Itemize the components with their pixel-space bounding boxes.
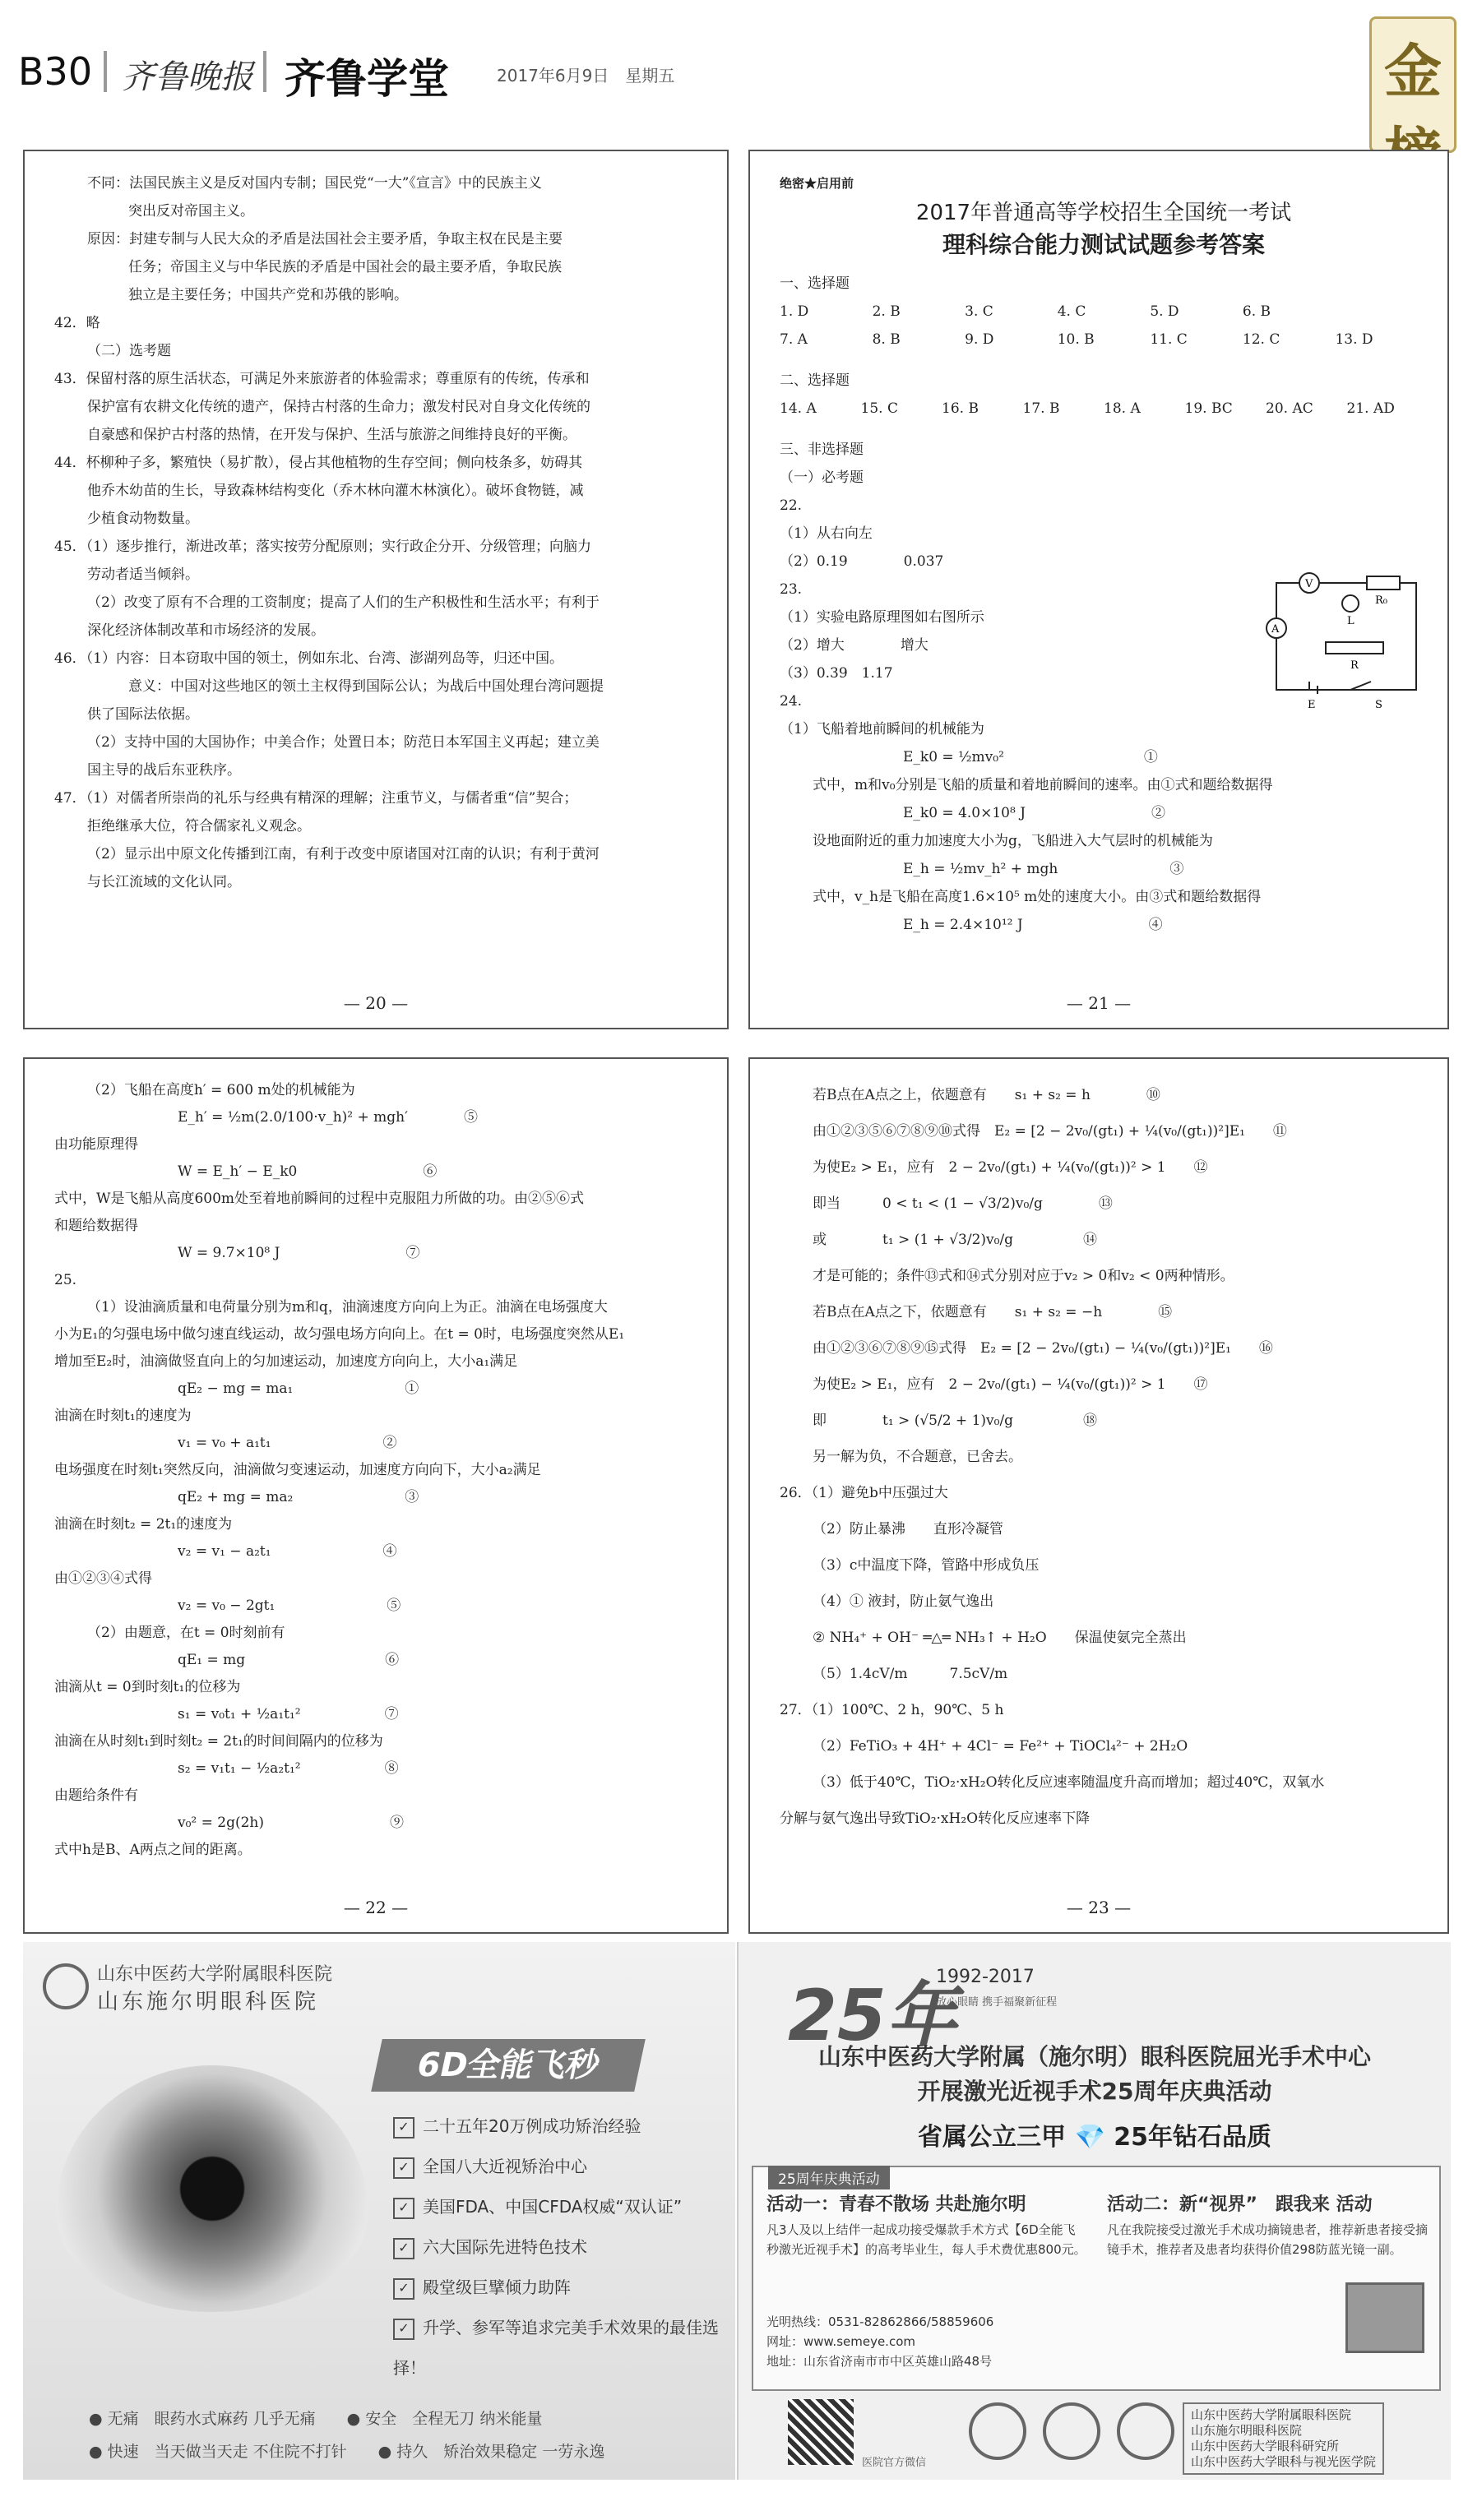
text-line: E_h′ = ½m(2.0/100·v_h)² + mgh′ ⑤ [178,1109,478,1126]
text-line: 24. [780,693,803,710]
checkbox-icon: ✓ [393,2117,414,2139]
issue-date: 2017年6月9日 星期五 [497,66,675,86]
text-line: 即 t₁ > (√5/2 + 1)v₀/g ⑱ [813,1413,1098,1429]
page-number: — 23 — [1066,1898,1132,1917]
feature-list [393,2106,735,2388]
activity-one: 活动一：青春不散场 共赴施尔明 凡3人及以上结伴一起成功接受爆款手术方式【6D全能飞秒激光近视手术】的高考毕业生，每人手术费优惠800元。 [766,2194,1086,2257]
text-line: 23. [780,581,803,598]
text-line: 国主导的战后东亚秩序。 [87,762,241,779]
checkbox-icon: ✓ [393,2157,414,2179]
hospital-logo-icon [43,1963,89,2009]
text-line: 意义：中国对这些地区的领土主权得到国际公认；为战后中国处理台湾问题提 [128,678,604,695]
ad-quality-line: 省属公立三甲 💎 25年钻石品质 [918,2123,1271,2152]
checkbox-icon: ✓ [393,2278,414,2300]
text-line: 劳动者适当倾斜。 [87,566,199,583]
circuit-diagram [1260,566,1433,714]
text-line: qE₁ = mg ⑥ [178,1652,400,1668]
text-line: v₁ = v₀ + a₁t₁ ② [178,1435,397,1451]
qr-caption: 医院官方微信 [862,2457,927,2469]
text-line: 突出反对帝国主义。 [128,203,254,220]
answer-cell: 7. A [780,331,808,348]
section-title: 齐鲁学堂 [285,55,449,103]
text-line: 才是可能的；条件⑬式和⑭式分别对应于v₂ > 0和v₂ < 0两种情形。 [813,1268,1234,1284]
circuit-label-r: R [1350,659,1359,672]
answer-cell: 15. C [860,400,898,417]
text-line: 为使E₂ > E₁，应有 2 − 2v₀/(gt₁) − ¼(v₀/(gt₁))² > 1 ⑰ [813,1376,1208,1393]
text-line: 45．（1）逐步推行，渐进改革；落实按劳分配原则；实行政企分开、分级管理；向脑力 [54,539,591,555]
text-line: qE₂ + mg = ma₂ ③ [178,1489,419,1505]
circuit-label-l: L [1347,615,1355,627]
text-line: 不同：法国民族主义是反对国内专制；国民党“一大”《宣言》中的民族主义 [87,175,542,192]
text-line: 为使E₂ > E₁，应有 2 − 2v₀/(gt₁) + ¼(v₀/(gt₁))² > 1 ⑫ [813,1159,1208,1176]
text-line: （2）显示出中原文化传播到江南，有利于改变中原诸国对江南的认识；有利于黄河 [87,846,600,862]
text-line: （4）① 液封，防止氨气逸出 [813,1593,994,1610]
gift-box-icon [1345,2282,1424,2353]
feature-item: ✓ 美国FDA、中国CFDA权威“双认证” [393,2187,735,2227]
answer-cell: 10. B [1057,331,1095,348]
text-line: （2）FeTiO₃ + 4H⁺ + 4Cl⁻ = Fe²⁺ + TiOCl₄²⁻ + 2H₂O [813,1738,1188,1755]
header-divider [104,51,107,92]
anniversary-years: 1992-2017 [936,1967,1035,1987]
text-line: （3）0.39 1.17 [780,665,893,682]
feature-item: ✓ 殿堂级巨擘倾力助阵 [393,2268,735,2308]
text-line: 44．杯柳种子多，繁殖快（易扩散），侵占其他植物的生存空间；侧向枝条多，妨碍其 [54,455,583,471]
text-line: 由功能原理得 [54,1136,138,1153]
text-line: E_h = 2.4×10¹² J ④ [903,917,1163,933]
activity-tag: 25周年庆典活动 [768,2166,890,2189]
answer-cell: 20. AC [1266,400,1313,417]
answer-cell [1335,298,1428,326]
text-line: （1）从右向左 [780,525,873,542]
text-line: 43．保留村落的原生活状态，可满足外来旅游者的体验需求；尊重原有的传统，传承和 [54,371,590,387]
text-line: v₂ = v₁ − a₂t₁ ④ [178,1543,397,1560]
text-line: 独立是主要任务；中国共产党和苏俄的影响。 [128,287,408,303]
page-code: B30 [18,49,93,94]
text-line: 或 t₁ > (1 + √3/2)v₀/g ⑭ [813,1232,1098,1248]
text-line: 增加至E₂时，油滴做竖直向上的匀加速运动，加速度方向向上，大小a₁满足 [54,1353,518,1370]
text-line: （3）低于40℃，TiO₂·xH₂O转化反应速率随温度升高而增加；超过40℃，双氧水 [813,1774,1325,1791]
text-line: qE₂ − mg = ma₁ ① [178,1380,419,1397]
text-line: 式中h是B、A两点之间的距离。 [54,1842,252,1858]
text-line: v₂ = v₀ − 2gt₁ ⑤ [178,1598,401,1614]
answer-cell: 19. BC [1184,400,1233,417]
section-heading: 二、选择题 [780,372,850,389]
institution-list [1183,2402,1384,2475]
activity-two: 活动二：新“视界” 跟我来 活动 凡在我院接受过激光手术成功摘镜患者，推荐新患者接受摘镜手术，推荐者及患者均获得价值298防蓝光镜一副。 [1107,2194,1429,2257]
answer-cell: 1. D [780,303,809,320]
text-line: 47．（1）对儒者所崇尚的礼乐与经典有精深的理解；注重节义，与儒者重“信”契合； [54,790,578,807]
text-line: 分解与氨气逸出导致TiO₂·xH₂O转化反应速率下降 [780,1810,1091,1827]
text-line: 25. [54,1272,77,1288]
feature-item: ✓ 升学、参军等追求完美手术效果的最佳选择！ [393,2318,719,2378]
answer-cell: 21. AD [1346,400,1395,417]
qr-code [788,2399,854,2465]
answer-cell: 14. A [780,400,817,417]
benefits-list: ● 无痛 眼药水式麻药 几乎无痛 ● 安全 全程无刀 纳米能量 ● 快速 当天做当天走 不住院不打针 ● 持久 矫治效果稳定 一劳永逸 [89,2410,605,2461]
text-line: （1）飞船着地前瞬间的机械能为 [780,721,984,738]
text-line: 与长江流域的文化认同。 [87,874,241,890]
answer-cell: 16. B [942,400,979,417]
lasik-advertisement [23,1942,735,2480]
header-divider [263,51,266,92]
answer-cell: 12. C [1242,331,1280,348]
text-line: 少植食动物数量。 [87,511,199,527]
exam-subtitle: 理科综合能力测试试题参考答案 [942,231,1265,258]
answer-row [780,326,1428,354]
ad-headline: 6D全能飞秒 [371,2039,646,2092]
gaokao-stamp-logo: 金 [1369,16,1456,153]
answer-cell: 9. D [965,331,994,348]
text-line: 供了国际法依据。 [87,706,199,723]
text-line: （2）由题意，在t = 0时刻前有 [87,1625,285,1641]
answer-row [780,298,1428,326]
newspaper-brand: 齐鲁晚报 [122,58,253,96]
answer-page-20 [23,150,729,1029]
answer-cell: 13. D [1335,331,1373,348]
answer-cell: 8. B [872,331,901,348]
seal-icon [1117,2402,1174,2460]
seal-icon [1043,2402,1100,2460]
confidential-tag: 绝密★启用前 [780,176,854,191]
circuit-label-r0: R₀ [1375,594,1387,607]
checkbox-icon: ✓ [393,2198,414,2219]
checkbox-icon: ✓ [393,2319,414,2340]
text-line: 27．（1）100℃、2 h，90℃、5 h [780,1702,1004,1718]
circuit-label-s: S [1375,699,1382,711]
text-line: 小为E₁的匀强电场中做匀速直线运动，故匀强电场方向向上。在t = 0时，电场强度突然从E₁ [54,1326,625,1343]
feature-item: ✓ 六大国际先进特色技术 [393,2227,735,2268]
text-line: 他乔木幼苗的生长，导致森林结构变化（乔木林向灌木林演化）。破坏食物链，减 [87,483,584,499]
section-heading: （一）必考题 [780,469,864,486]
text-line: 和题给数据得 [54,1218,138,1234]
text-line: 油滴在时刻t₂ = 2t₁的速度为 [54,1516,233,1533]
institution-name: 山东中医药大学眼科与视光医学院 [1191,2454,1377,2469]
section-heading: 三、非选择题 [780,442,864,458]
text-line: ② NH₄⁺ + OH⁻ ═△═ NH₃↑ + H₂O 保温使氨完全蒸出 [813,1630,1187,1646]
text-line: 油滴在时刻t₁的速度为 [54,1408,192,1424]
exam-title: 2017年普通高等学校招生全国统一考试 [915,201,1292,225]
activity-box [752,2166,1441,2391]
text-line: （2）改变了原有不合理的工资制度；提高了人们的生产积极性和生活水平；有利于 [87,594,600,611]
circuit-label-a: A [1271,623,1280,636]
anniversary-slogan: 放心眼睛 携手福聚新征程 [936,1996,1058,2009]
text-line: E_k0 = ½mv₀² ① [903,749,1158,765]
feature-item: ✓ 全国八大近视矫治中心 [393,2147,735,2187]
text-line: 26．（1）避免b中压强过大 [780,1485,948,1501]
contact-info: 光明热线：0531-82862866/58859606 网址：www.semeye.com 地址：山东省济南市市中区英雄山路48号 [766,2314,994,2369]
text-line: s₁ = v₀t₁ + ½a₁t₁² ⑦ [178,1706,399,1722]
text-line: （5）1.4cV/m 7.5cV/m [813,1666,1008,1682]
text-line: 油滴从t = 0到时刻t₁的位移为 [54,1679,241,1695]
answer-cell: 18. A [1104,400,1141,417]
text-line: v₀² = 2g(2h) ⑨ [178,1815,405,1831]
answer-page-23 [748,1057,1449,1934]
text-line: 由①②③⑤⑥⑦⑧⑨⑩式得 E₂ = [2 − 2v₀/(gt₁) + ¼(v₀/(gt₁))²]E₁ ⑪ [813,1123,1287,1140]
text-line: （3）c中温度下降，管路中形成负压 [813,1557,1040,1574]
section-heading: 一、选择题 [780,275,850,292]
hospital-name-alt: 山东施尔明眼科医院 [97,1990,320,2014]
ad-subheading: 开展激光近视手术25周年庆典活动 [917,2078,1272,2105]
text-line: 电场强度在时刻t₁突然反向，油滴做匀变速运动，加速度方向向下，大小a₂满足 [54,1462,541,1478]
feature-item: ✓ 二十五年20万例成功矫治经验 [393,2106,735,2147]
text-line: E_h = ½mv_h² + mgh ③ [903,861,1184,877]
text-line: （1）设油滴质量和电荷量分别为m和q，油滴速度方向向上为正。油滴在电场强度大 [87,1299,608,1315]
answer-cell: 2. B [872,303,901,320]
text-line: 即当 0 < t₁ < (1 − √3/2)v₀/g ⑬ [813,1195,1113,1212]
text-line: 深化经济体制改革和市场经济的发展。 [87,622,325,639]
text-line: 油滴在从时刻t₁到时刻t₂ = 2t₁的时间间隔内的位移为 [54,1733,383,1750]
text-line: 46．（1）内容：日本窃取中国的领土，例如东北、台湾、澎湖列岛等，归还中国。 [54,650,563,667]
checkbox-icon: ✓ [393,2238,414,2259]
text-line: 自豪感和保护古村落的热情，在开发与保护、生活与旅游之间维持良好的平衡。 [87,427,577,443]
institution-name: 山东中医药大学附属眼科医院 [1191,2407,1352,2422]
text-line: 任务；帝国主义与中华民族的矛盾是中国社会的最主要矛盾，争取民族 [128,259,562,275]
answer-row [780,395,1428,423]
text-line: 若B点在A点之下，依题意有 s₁ + s₂ = −h ⑮ [813,1304,1173,1320]
text-line: 42．略 [54,315,100,331]
text-line: （1）实验电路原理图如右图所示 [780,609,984,626]
text-line: 另一解为负，不合题意，已舍去。 [813,1449,1022,1465]
text-line: 拒绝继承大位，符合儒家礼义观念。 [87,818,311,835]
page-number: — 22 — [343,1898,409,1917]
institution-name: 山东施尔明眼科医院 [1191,2423,1303,2438]
page-number: — 20 — [343,993,409,1013]
text-line: （2）0.19 0.037 [780,553,944,570]
text-line: W = E_h′ − E_k0 ⑥ [178,1163,438,1180]
answer-cell: 17. B [1022,400,1060,417]
answer-page-21 [748,150,1449,1029]
anniversary-logo: 25年 [788,1975,957,2057]
text-line: 若B点在A点之上，依题意有 s₁ + s₂ = h ⑩ [813,1087,1160,1103]
answer-cell: 4. C [1057,303,1086,320]
text-line: （2）支持中国的大国协作；中美合作；处置日本；防范日本军国主义再起；建立美 [87,734,600,751]
text-line: 保护富有农耕文化传统的遗产，保持古村落的生命力；激发村民对自身文化传统的 [87,399,590,415]
circuit-label-e: E [1308,699,1316,711]
ad-heading: 山东中医药大学附属（施尔明）眼科医院屈光手术中心 [817,2043,1371,2070]
answer-page-22 [23,1057,729,1934]
text-line: （2）飞船在高度h′ = 600 m处的机械能为 [87,1082,355,1098]
text-line: 设地面附近的重力加速度大小为g，飞船进入大气层时的机械能为 [813,833,1213,849]
text-line: 由①②③⑥⑦⑧⑨⑮式得 E₂ = [2 − 2v₀/(gt₁) − ¼(v₀/(gt₁))²]E₁ ⑯ [813,1340,1273,1357]
text-line: 式中，m和v₀分别是飞船的质量和着地前瞬间的速率。由①式和题给数据得 [813,777,1273,793]
seal-icon [969,2402,1026,2460]
answer-cell: 6. B [1242,303,1271,320]
text-line: （2）防止暴沸 直形冷凝管 [813,1521,1003,1537]
text-line: s₂ = v₁t₁ − ½a₂t₁² ⑧ [178,1760,399,1777]
text-line: 式中，v_h是飞船在高度1.6×10⁵ m处的速度大小。由③式和题给数据得 [813,889,1262,905]
anniversary-advertisement [737,1942,1451,2480]
eye-image [56,2065,368,2312]
text-line: 式中，W是飞船从高度600m处至着地前瞬间的过程中克服阻力所做的功。由②⑤⑥式 [54,1191,585,1207]
answer-cell: 11. C [1150,331,1188,348]
text-line: 原因：封建专制与人民大众的矛盾是法国社会主要矛盾，争取主权在民是主要 [87,231,563,247]
answer-cell: 5. D [1150,303,1179,320]
text-line: （二）选考题 [87,343,171,359]
text-line: 由题给条件有 [54,1787,138,1804]
text-line: W = 9.7×10⁸ J ⑦ [178,1245,420,1261]
text-line: E_k0 = 4.0×10⁸ J ② [903,805,1166,821]
text-line: 22. [780,497,803,514]
institution-name: 山东中医药大学眼科研究所 [1191,2439,1340,2453]
text-line: （2）增大 增大 [780,637,928,654]
circuit-label-v: V [1305,578,1313,590]
page-number: — 21 — [1066,993,1132,1013]
hospital-name: 山东中医药大学附属眼科医院 [97,1964,333,1985]
answer-cell: 3. C [965,303,993,320]
text-line: 由①②③④式得 [54,1570,152,1587]
